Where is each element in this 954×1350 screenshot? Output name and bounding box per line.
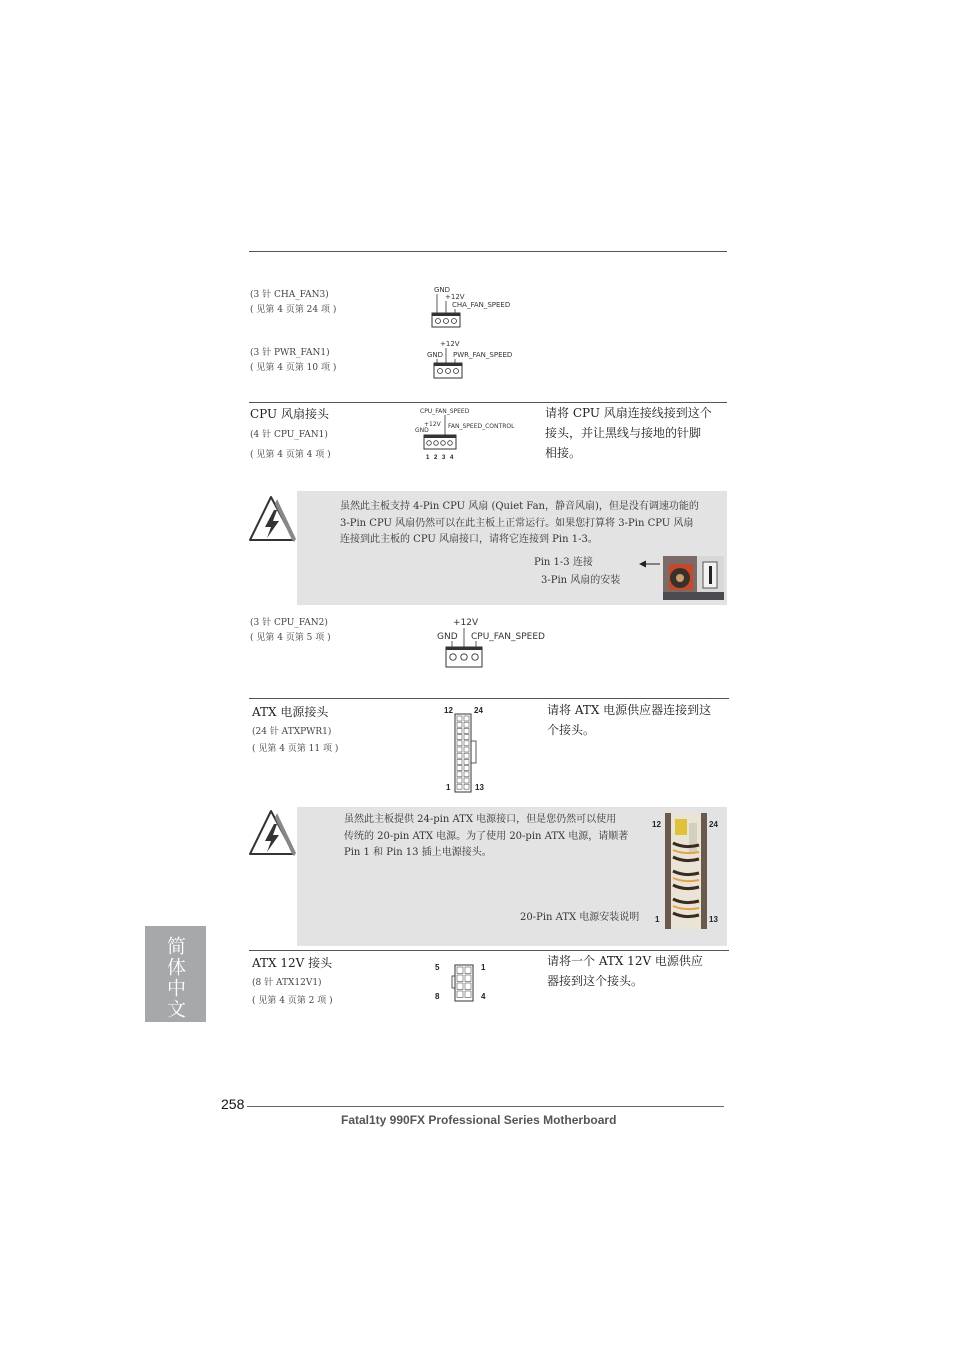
pwr-fan1-pin-gnd: GND	[427, 351, 444, 359]
pwr-fan1-diagram	[420, 338, 530, 386]
atx-pin-13: 13	[475, 783, 484, 792]
photo-pin-12: 12	[652, 820, 661, 829]
cpu-fan-photo	[663, 556, 724, 600]
cpu-fan-note-text	[340, 499, 730, 549]
atx12v-pin-8: 8	[435, 992, 440, 1001]
page-number: 258	[221, 1096, 245, 1112]
cpu-fan2-ref: ( 见第 4 页第 5 项 )	[250, 633, 331, 643]
cpu-fan1-ref: ( 见第 4 页第 4 项 )	[250, 450, 331, 460]
cha-fan3-pin-12v: +12V	[445, 293, 465, 301]
cpu-fan2-diagram	[432, 614, 562, 674]
note-line: 传统的 20-pin ATX 电源。为了使用 20-pin ATX 电源，请顺著	[344, 830, 629, 842]
atx-power-label: (24 针 ATXPWR1)	[252, 727, 332, 737]
atx12v-ref: ( 见第 4 页第 2 项 )	[252, 996, 333, 1006]
atx-power-ref: ( 见第 4 页第 11 项 )	[252, 744, 339, 754]
cpu-fan2-label: (3 针 CPU_FAN2)	[250, 618, 328, 628]
cpu-fan1-pin-12v: +12V	[424, 421, 441, 428]
cha-fan3-pin-speed: CHA_FAN_SPEED	[452, 301, 511, 309]
atx-pin-12: 12	[444, 706, 453, 715]
cha-fan3-pin-gnd: GND	[434, 286, 451, 294]
atx-desc-line: 请将 ATX 电源供应器连接到这	[547, 703, 712, 717]
cha-fan3-label: (3 针 CHA_FAN3)	[250, 290, 329, 300]
cpu-fan-description	[545, 403, 730, 463]
cpu-fan-desc-line: 接头，并让黑线与接地的针脚	[545, 426, 702, 440]
cpu-fan2-pin-gnd: GND	[437, 632, 458, 642]
cpu-fan1-pin-numbers: 1 2 3 4	[426, 455, 455, 461]
atx12v-label: (8 针 ATX12V1)	[252, 978, 322, 988]
atx-power-title: ATX 电源接头	[252, 705, 329, 719]
language-side-tab	[145, 926, 206, 1022]
pwr-fan1-pin-12v: +12V	[440, 340, 460, 348]
atx12v-title: ATX 12V 接头	[252, 956, 333, 970]
cpu-fan-desc-line: 请将 CPU 风扇连接线接到这个	[545, 406, 712, 420]
pwr-fan1-pin-speed: PWR_FAN_SPEED	[453, 351, 513, 359]
cpu-fan1-pin-speed: CPU_FAN_SPEED	[420, 408, 470, 415]
pwr-fan1-ref: ( 见第 4 页第 10 项 )	[250, 363, 337, 373]
atx-power-description	[547, 700, 732, 740]
language-side-tab-label: 简体中文	[164, 936, 186, 1020]
cpu-fan-title: CPU 风扇接头	[250, 407, 329, 421]
atx12v-desc-line: 器接到这个接头。	[547, 974, 644, 988]
note-line: Pin 1 和 Pin 13 插上电源接头。	[344, 847, 492, 858]
atx12v-8pin-diagram	[451, 964, 477, 1002]
note-line: 虽然此主板支持 4-Pin CPU 风扇 (Quiet Fan，静音风扇)，但是没有调速功能的	[340, 501, 699, 512]
cha-fan3-diagram	[420, 284, 540, 332]
atx12v-pin-1: 1	[481, 963, 486, 972]
cpu-fan1-pin-control: FAN_SPEED_CONTROL	[448, 423, 515, 430]
photo-pin-24: 24	[709, 820, 718, 829]
atx-install-label: 20-Pin ATX 电源安装说明	[520, 912, 640, 923]
atx-pin-24: 24	[474, 706, 483, 715]
pwr-fan1-label: (3 针 PWR_FAN1)	[250, 348, 330, 358]
atx12v-pin-5: 5	[435, 963, 440, 972]
footer-title: Fatal1ty 990FX Professional Series Motherboard	[341, 1113, 617, 1127]
atx-connector-photo	[665, 813, 707, 929]
cha-fan3-ref: ( 见第 4 页第 24 项 )	[250, 305, 337, 315]
cpu-fan1-label: (4 针 CPU_FAN1)	[250, 430, 328, 440]
note-line: 3-Pin CPU 风扇仍然可以在此主板上正常运行。如果您打算将 3-Pin CPU 风扇	[340, 517, 694, 529]
atx-desc-line: 个接头。	[547, 723, 596, 737]
note-line: 连接到此主板的 CPU 风扇接口，请将它连接到 Pin 1-3。	[340, 534, 598, 545]
photo-pin-13: 13	[709, 915, 718, 924]
atx12v-desc-line: 请将一个 ATX 12V 电源供应	[547, 954, 703, 968]
photo-pin-1: 1	[655, 915, 660, 924]
atx12v-pin-4: 4	[481, 992, 486, 1001]
cpu-fan-desc-line: 相接。	[545, 446, 582, 460]
atx12v-description	[547, 951, 732, 991]
warning-icon	[248, 494, 298, 544]
cpu-fan1-diagram	[412, 405, 537, 463]
atx-24pin-diagram	[454, 713, 478, 793]
fan-install-label: 3-Pin 风扇的安装	[541, 575, 621, 586]
pin-connect-label: Pin 1-3 连接	[534, 557, 593, 568]
warning-icon	[248, 808, 298, 858]
arrow-left-icon	[638, 559, 662, 569]
atx-pin-1: 1	[446, 783, 451, 792]
cpu-fan2-pin-speed: CPU_FAN_SPEED	[471, 632, 545, 642]
atx-note-text	[344, 812, 649, 862]
cpu-fan1-pin-gnd: GND	[415, 427, 429, 434]
note-line: 虽然此主板提供 24-pin ATX 电源接口，但是您仍然可以使用	[344, 814, 617, 825]
cpu-fan2-pin-12v: +12V	[453, 618, 479, 628]
atx-power-rule	[249, 698, 729, 699]
top-rule	[249, 251, 727, 252]
footer-rule	[247, 1106, 724, 1107]
